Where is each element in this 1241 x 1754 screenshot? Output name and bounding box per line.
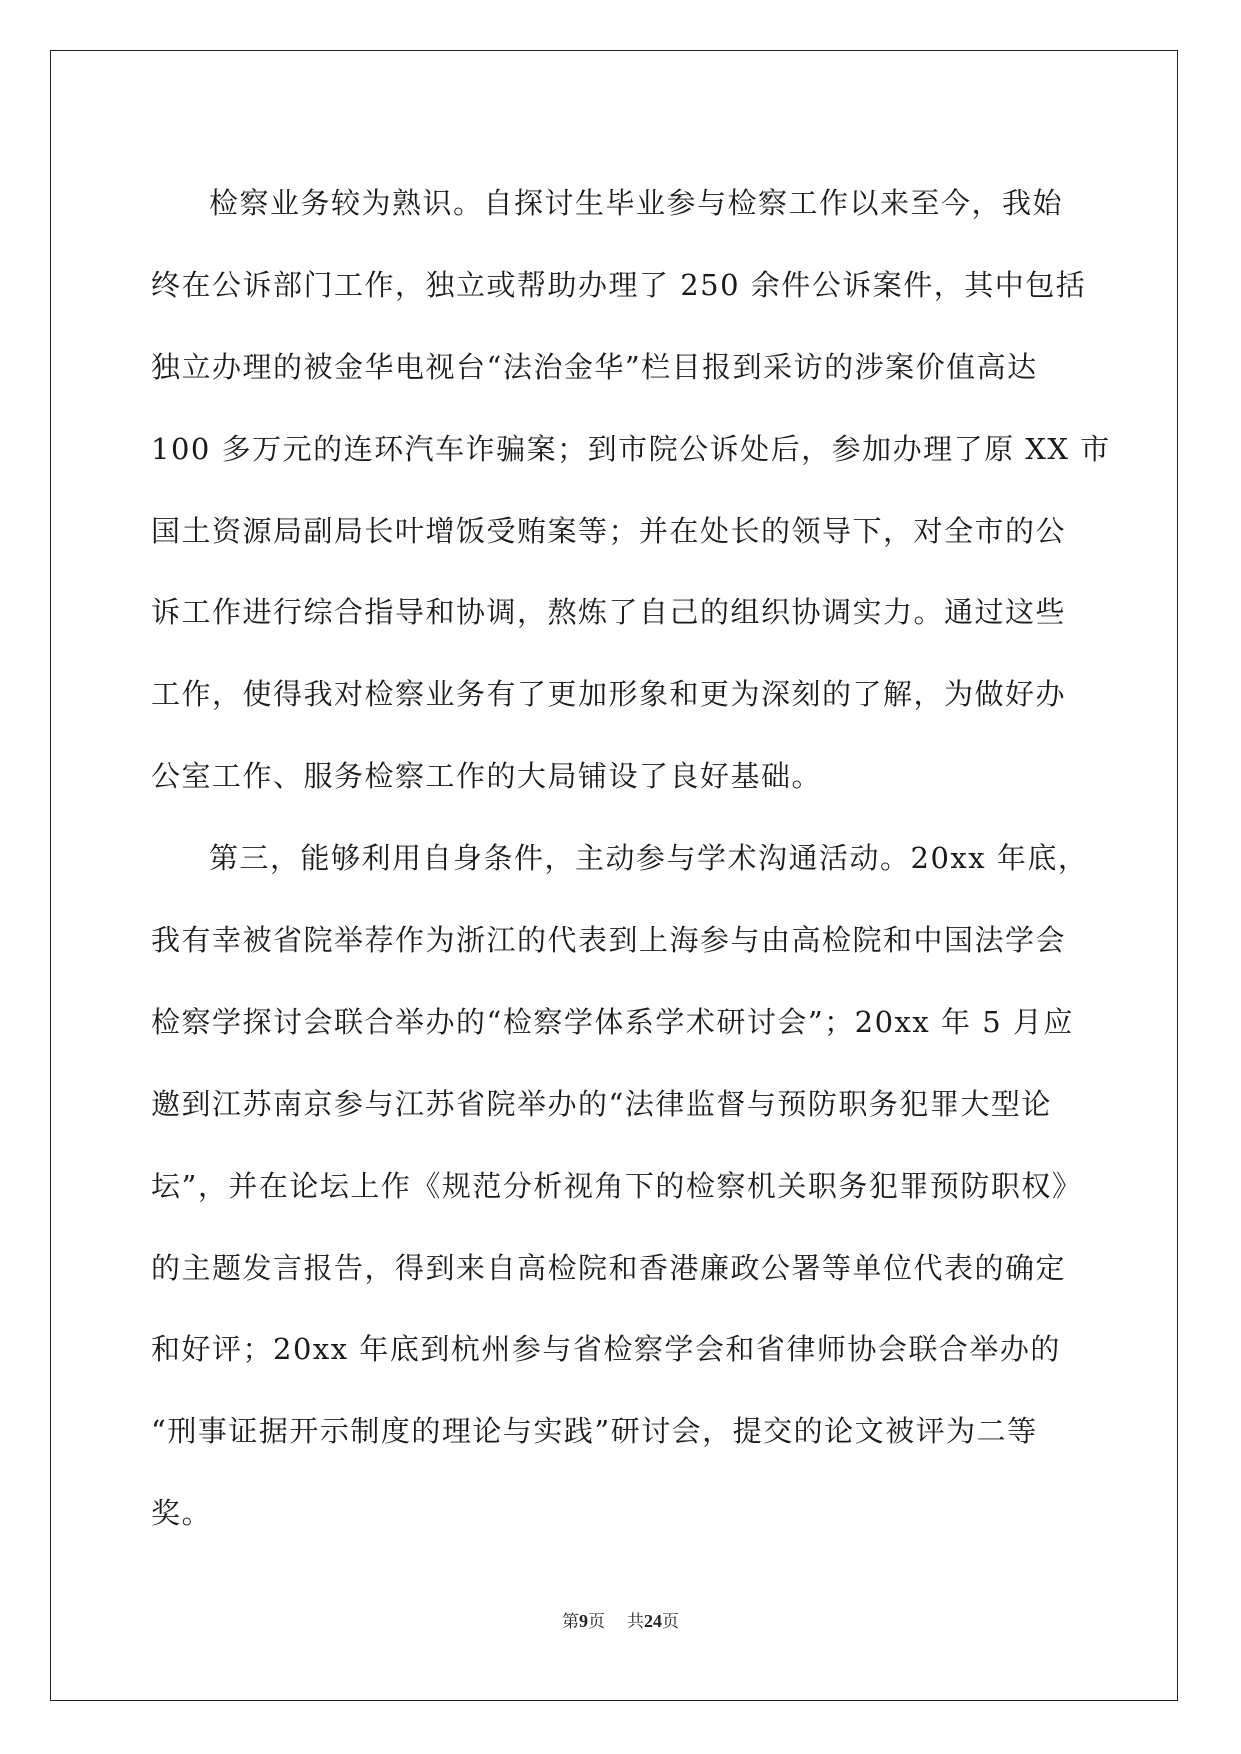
text-line: 坛”，并在论坛上作《规范分析视角下的检察机关职务犯罪预防职权》 [151, 1168, 1083, 1203]
footer-page-suffix: 页 [588, 1612, 605, 1632]
text-line: 邀到江苏南京参与江苏省院举办的“法律监督与预防职务犯罪大型论 [151, 1086, 1052, 1121]
text-line: “刑事证据开示制度的理论与实践”研讨会，提交的论文被评为二等 [151, 1414, 1038, 1449]
text-line: 工作，使得我对检察业务有了更加形象和更为深刻的了解，为做好办 [151, 677, 1067, 712]
text-line: 公室工作、服务检察工作的大局铺设了良好基础。 [151, 759, 823, 794]
page-number: 9 [579, 1611, 588, 1631]
text-line: 终在公诉部门工作，独立或帮助办理了 250 余件公诉案件，其中包括 [151, 267, 1087, 302]
document-body [151, 163, 1111, 1555]
text-line: 国土资源局副局长叶增饭受贿案等；并在处长的领导下，对全市的公 [151, 513, 1067, 548]
text-line: 第三，能够利用自身条件，主动参与学术沟通活动。20xx 年底， [209, 841, 1089, 876]
text-line: 我有幸被省院举荐作为浙江的代表到上海参与由高检院和中国法学会 [151, 923, 1067, 958]
text-line: 独立办理的被金华电视台“法治金华”栏目报到采访的涉案价值高达 [151, 349, 1038, 384]
text-line: 诉工作进行综合指导和协调，熬炼了自己的组织协调实力。通过这些 [151, 595, 1067, 630]
text-line: 检察业务较为熟识。自探讨生毕业参与检察工作以来至今，我始 [209, 186, 1064, 220]
total-pages: 24 [644, 1611, 662, 1631]
text-line: 检察学探讨会联合举办的“检察学体系学术研讨会”；20xx 年 5 月应 [151, 1004, 1074, 1039]
text-line: 100 多万元的连环汽车诈骗案；到市院公诉处后，参加办理了原 XX 市 [151, 431, 1111, 466]
footer-prefix: 第 [562, 1612, 579, 1632]
page-footer [0, 1607, 1241, 1632]
text-line: 和好评；20xx 年底到杭州参与省检察学会和省律师协会联合举办的 [151, 1332, 1061, 1367]
footer-total-suffix: 页 [662, 1612, 679, 1632]
text-line: 奖。 [151, 1496, 213, 1531]
text-line: 的主题发言报告，得到来自高检院和香港廉政公署等单位代表的确定 [151, 1250, 1067, 1285]
footer-total-prefix: 共 [627, 1612, 644, 1632]
